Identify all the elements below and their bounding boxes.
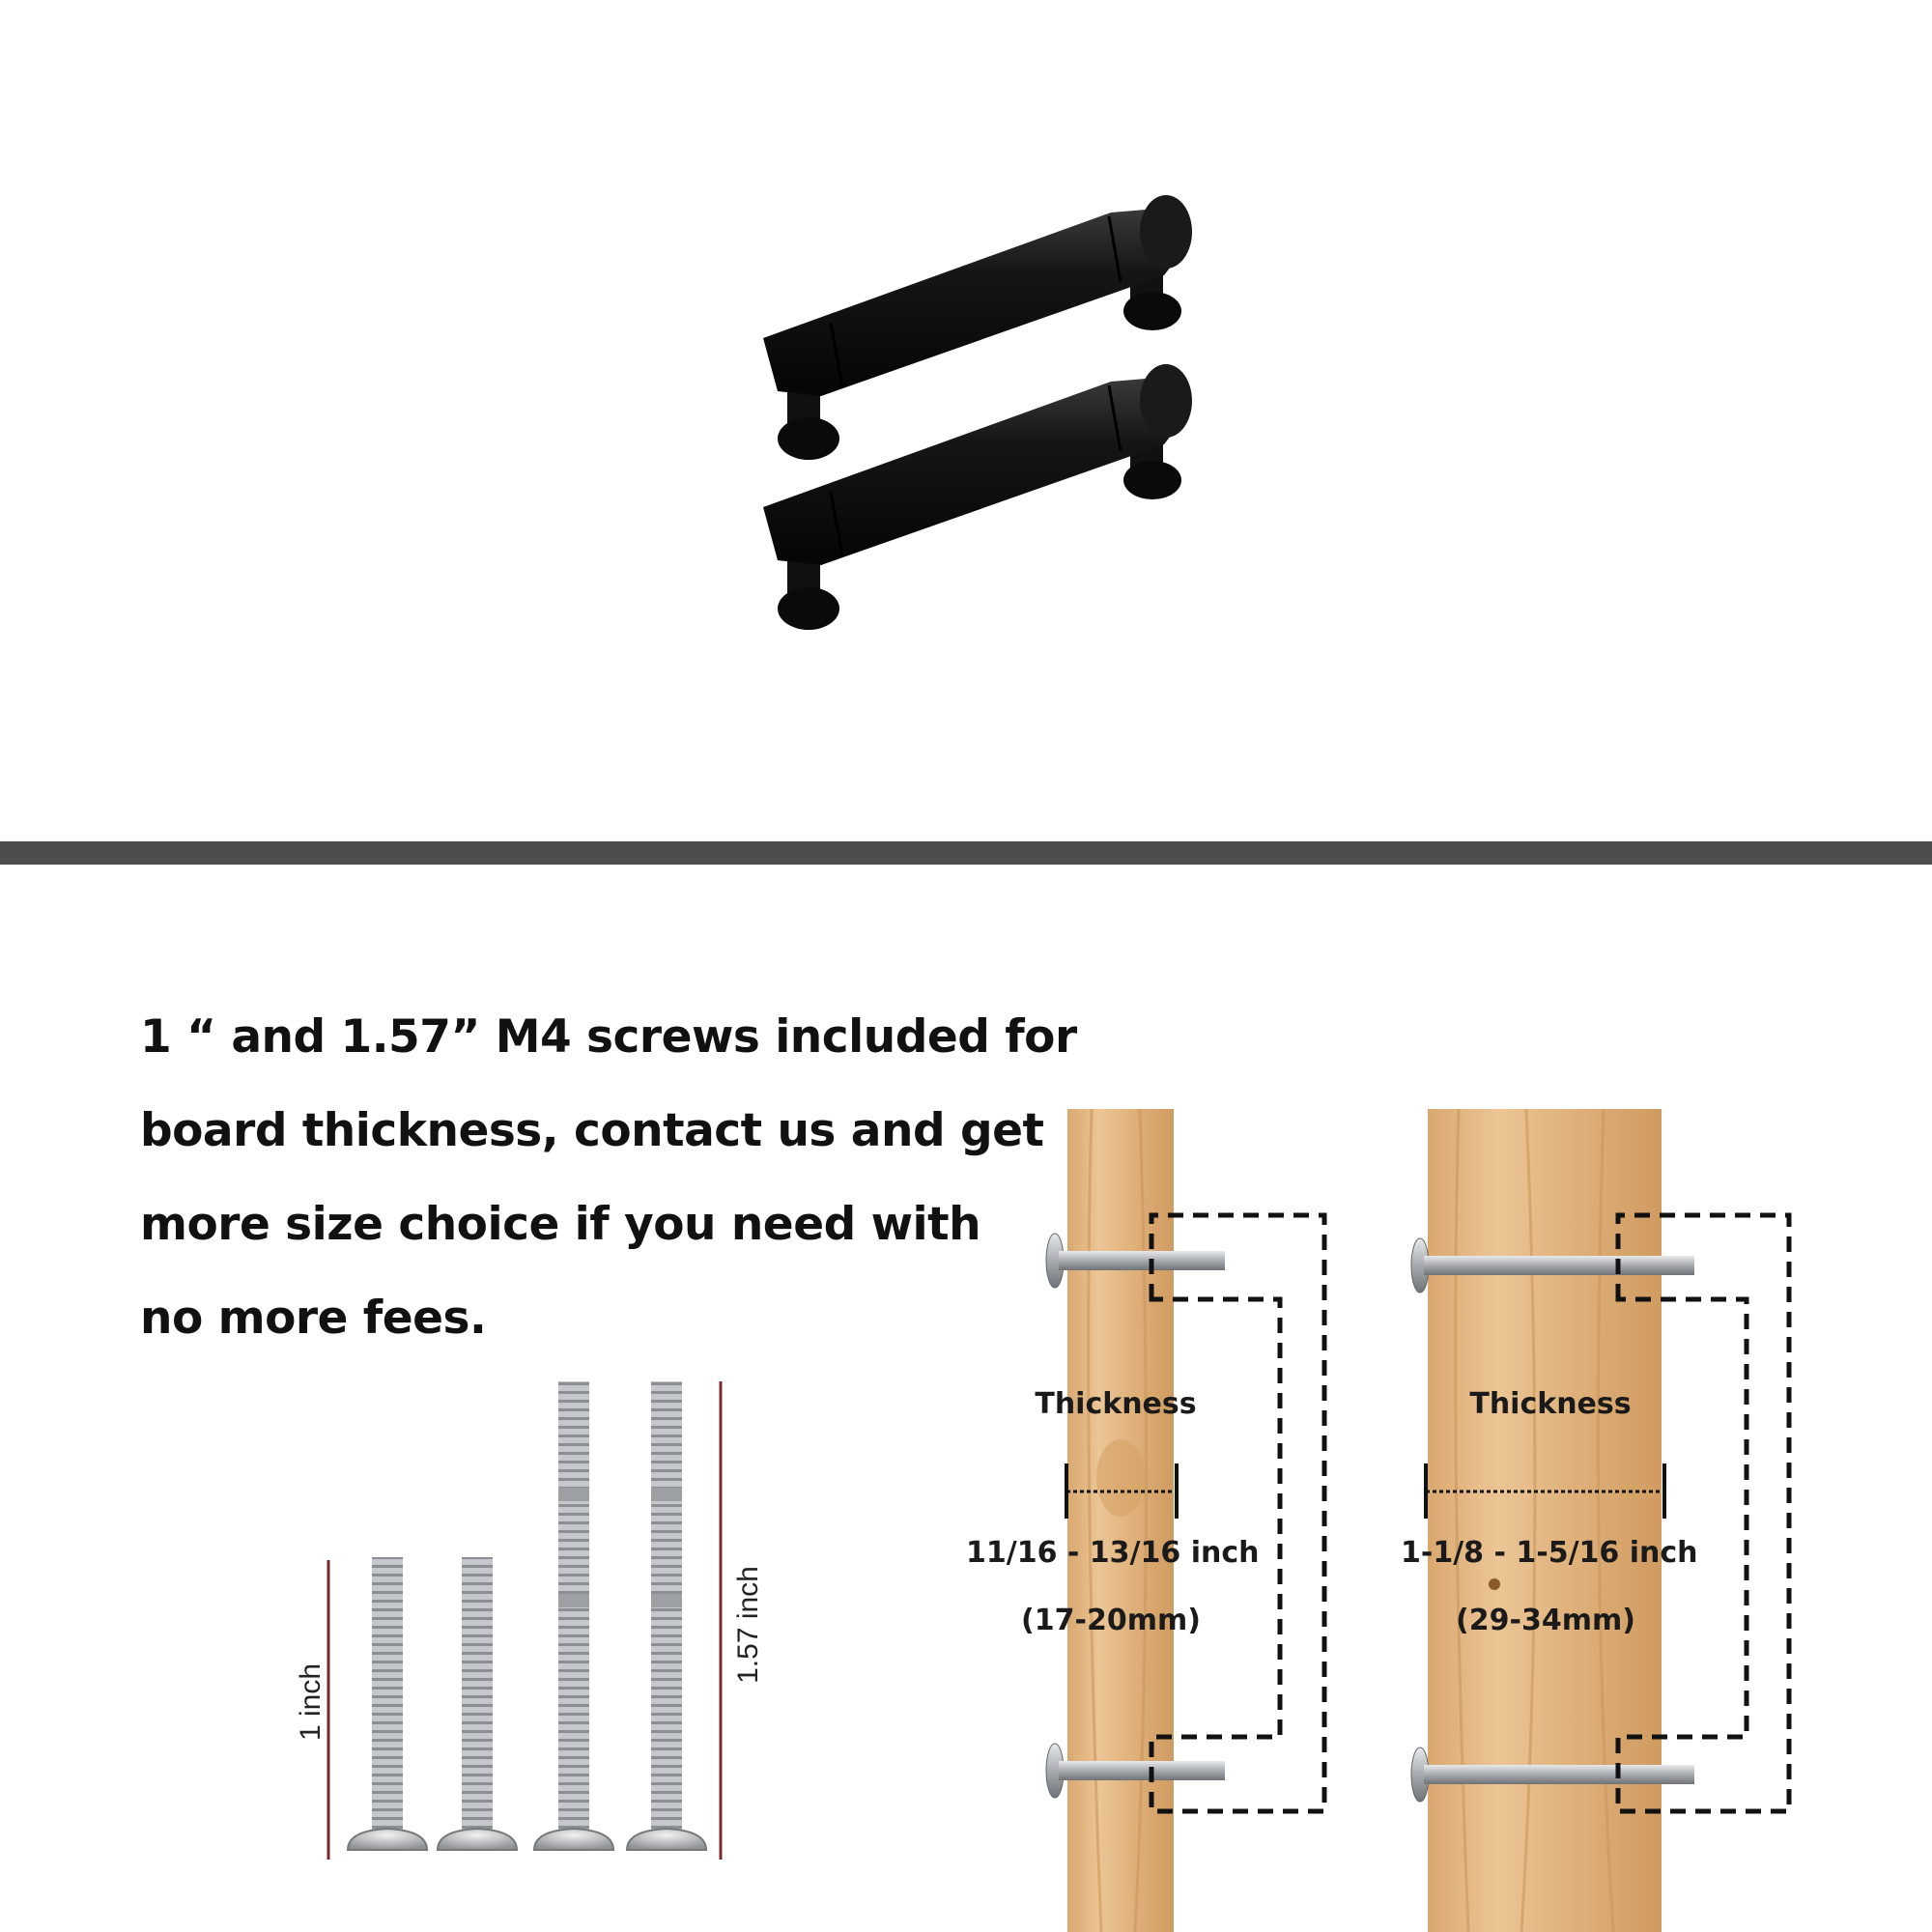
short-screw-label: 1 inch	[295, 1662, 327, 1742]
headline-line: board thickness, contact us and get	[140, 1104, 1044, 1157]
board-2-range-inch: 1-1/8 - 1-5/16 inch	[1401, 1536, 1698, 1570]
long-screw-label: 1.57 inch	[732, 1566, 764, 1684]
wood-board-icon	[1067, 1109, 1174, 1932]
board-1-range-inch: 11/16 - 13/16 inch	[966, 1536, 1260, 1570]
headline-line: more size choice if you need with	[140, 1198, 981, 1251]
board-2-range-mm: (29-34mm)	[1456, 1604, 1635, 1637]
board-1-thickness-title: Thickness	[1035, 1387, 1197, 1421]
wood-board-icon	[1428, 1109, 1662, 1932]
board-2-thickness-title: Thickness	[1469, 1387, 1632, 1421]
headline-line: no more fees.	[140, 1292, 487, 1345]
headline-line: 1 “ and 1.57” M4 screws included for	[140, 1010, 1077, 1064]
board-1-range-mm: (17-20mm)	[1021, 1604, 1201, 1637]
